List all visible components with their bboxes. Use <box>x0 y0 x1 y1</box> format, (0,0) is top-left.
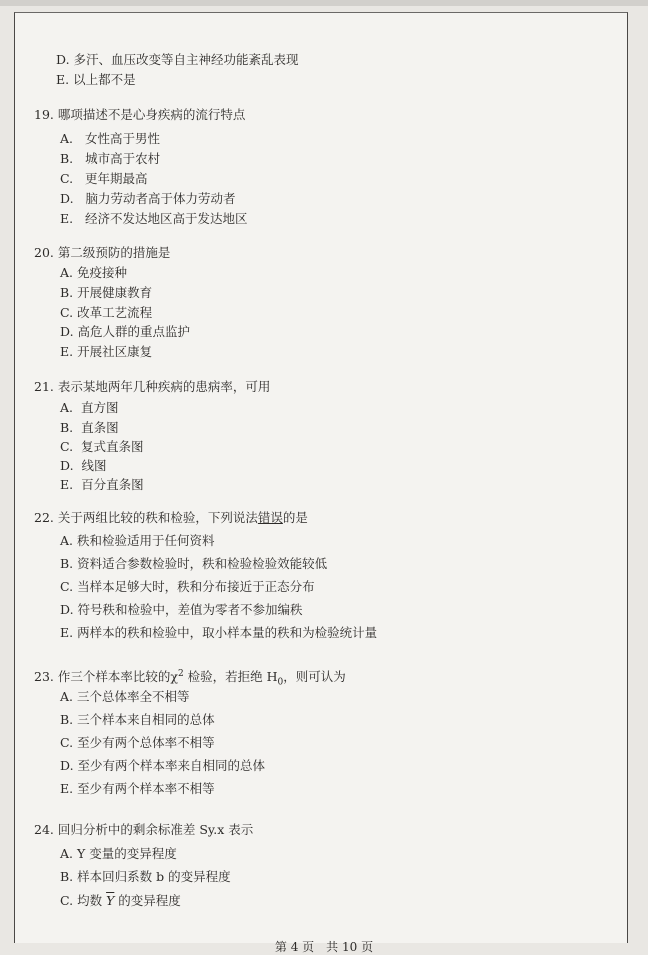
q20-option-b: B. 开展健康教育 <box>60 285 153 300</box>
q24-stem: 24. 回归分析中的剩余标准差 Sy.x 表示 <box>34 822 254 837</box>
q21-option-a: A. 直方图 <box>60 400 119 415</box>
y-bar-symbol: $\overline{Y}$ <box>106 893 115 908</box>
q18-option-e: E. 以上都不是 <box>56 72 136 87</box>
q23-option-b: B. 三个样本来自相同的总体 <box>60 712 215 727</box>
q22-option-a: A. 秩和检验适用于任何资料 <box>60 533 215 548</box>
q19-option-d: D. 脑力劳动者高于体力劳动者 <box>60 191 236 206</box>
q18-option-d: D. 多汗、血压改变等自主神经功能紊乱表现 <box>56 52 299 67</box>
q24-option-c: C. 均数 $\overline{Y}$ 的变异程度 <box>60 893 181 908</box>
q19-option-e: E. 经济不发达地区高于发达地区 <box>60 211 248 226</box>
q19-option-b: B. 城市高于农村 <box>60 151 161 166</box>
scan-edge <box>0 0 648 6</box>
q20-stem: 20. 第二级预防的措施是 <box>34 245 171 260</box>
q19-option-c: C. 更年期最高 <box>60 171 148 186</box>
q20-option-a: A. 免疫接种 <box>60 265 128 280</box>
q23-option-e: E. 至少有两个样本率不相等 <box>60 781 215 796</box>
page-footer <box>0 938 648 955</box>
page-total: 共 10 页 <box>326 940 374 954</box>
page-number: 第 4 页 <box>274 940 315 954</box>
q23-option-d: D. 至少有两个样本率来自相同的总体 <box>60 758 266 773</box>
q22-option-e: E. 两样本的秩和检验中，取小样本量的秩和为检验统计量 <box>60 625 378 640</box>
q20-option-e: E. 开展社区康复 <box>60 344 153 359</box>
q22-option-b: B. 资料适合参数检验时，秩和检验检验效能较低 <box>60 556 328 571</box>
q20-option-c: C. 改革工艺流程 <box>60 305 153 320</box>
q21-option-b: B. 直条图 <box>60 420 119 435</box>
q21-option-d: D. 线图 <box>60 458 107 473</box>
q21-option-e: E. 百分直条图 <box>60 477 144 492</box>
q23-stem: 23. 作三个样本率比较的$\chi^2$ 检验，若拒绝 $H_0$，则可认为 <box>34 669 346 688</box>
q19-option-a: A. 女性高于男性 <box>60 131 160 146</box>
q22-option-c: C. 当样本足够大时，秩和分布接近于正态分布 <box>60 579 315 594</box>
q21-option-c: C. 复式直条图 <box>60 439 144 454</box>
q21-stem: 21. 表示某地两年几种疾病的患病率，可用 <box>34 379 271 394</box>
q22-option-d: D. 符号秩和检验中，差值为零者不参加编秩 <box>60 602 303 617</box>
q24-option-b: B. 样本回归系数 b 的变异程度 <box>60 869 231 884</box>
q19-stem: 19. 哪项描述不是心身疾病的流行特点 <box>34 107 246 122</box>
q22-stem: 22. 关于两组比较的秩和检验，下列说法错误的是 <box>34 510 308 525</box>
q23-option-a: A. 三个总体率全不相等 <box>60 689 190 704</box>
q22-emphasis: 错误 <box>257 510 283 525</box>
q20-option-d: D. 高危人群的重点监护 <box>60 324 191 339</box>
q23-option-c: C. 至少有两个总体率不相等 <box>60 735 215 750</box>
q24-option-a: A. Y 变量的变异程度 <box>60 846 177 861</box>
